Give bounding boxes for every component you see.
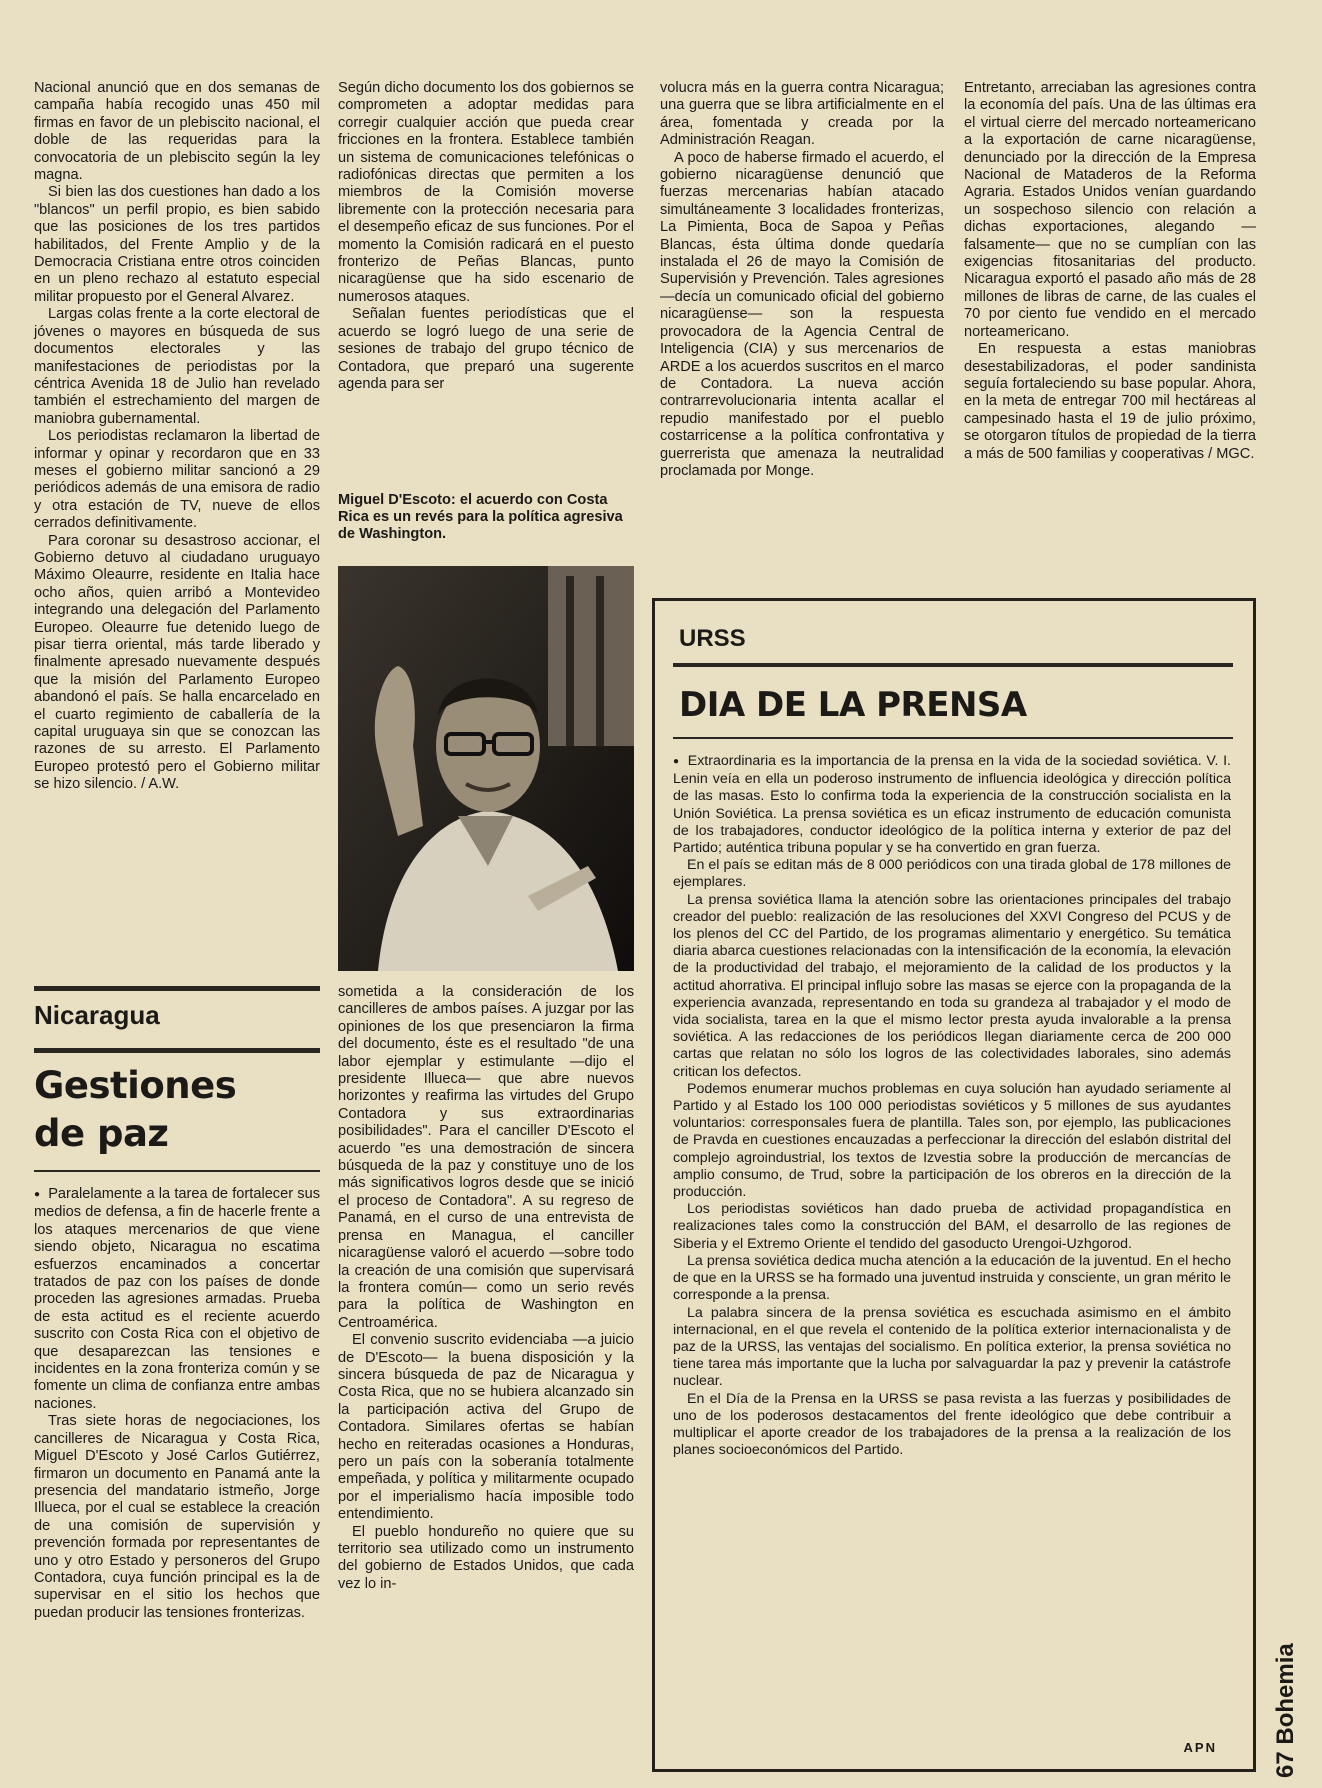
box-headline: DIA DE LA PRENSA [679, 685, 1027, 725]
paragraph: volucra más en la guerra contra Nicaragua; una guerra que se libra artificialmente en el área, fomentada y creada por la Administración Reagan. [660, 80, 944, 149]
box-text [673, 753, 1231, 1459]
section-rule-top [34, 986, 320, 991]
paragraph: El convenio suscrito evidenciaba —a juicio de D'Escoto— la buena disposición y la sincera búsqueda de paz de Nicaragua y Costa Rica, que no se hubiera alcanzado sin la participación activa del Grupo de Contadora. Similares ofertas se habían hecho en reiteradas ocasiones a Honduras, pero un país con la soberanía totalmente empeñada, y política y militarmente ocupado por el imperialismo hacía imposible todo entendimiento. [338, 1332, 634, 1523]
ussr-press-box [652, 598, 1256, 1772]
paragraph: La prensa soviética llama la atención sobre las orientaciones principales del trabajo creador del pueblo: realización de las resoluciones del XXVI Congreso del PCUS y de los plenos del CC del Partido, de los programas alimentario y energético. Su temática diaria abarca cuestiones relacionadas con la intensificación de la economía, la elevación de la productividad del trabajo, el mejoramiento de la calidad de los productos y la actitud ahorrativa. El principal influjo sobre las masas se ejerce con la propaganda de la experiencia avanzada, representando en toda su grandeza al trabajador y el modo de vida socialista, tarea en la que el mismo lector presta ayuda invalorable a la prensa soviética. A las redacciones de los periódicos llegan diariamente cerca de 200 000 cartas que relatan no sólo los logros de las colectividades laborales, sino además critican los defectos. [673, 891, 1231, 1080]
headline-rule [34, 1170, 320, 1172]
paragraph: En respuesta a estas maniobras desestabilizadoras, el poder sandinista seguía fortaleciendo su base popular. Ahora, en la meta de entregar 700 mil hectáreas al campesinado hasta el 19 de julio próximo, se otorgaron títulos de propiedad de la tierra a más de 500 familias y cooperativas / MGC. [964, 341, 1256, 462]
paragraph: Según dicho documento los dos gobiernos se comprometen a adoptar medidas para corregir cualquier acción que pueda crear fricciones en la frontera. Establece también un sistema de comunicaciones telefónicas o radiofónicas directas que permiten a los miembros de la Comisión moverse libremente con la protección necesaria para el desempeño eficaz de sus funciones. Por el momento la Comisión radicará en el puesto fronterizo de Peñas Blancas, punto nicaragüense que ha sido escenario de numerosos ataques. [338, 80, 634, 305]
box-section-label: URSS [679, 625, 746, 652]
column-3 [660, 80, 944, 480]
column-1-top [34, 80, 320, 794]
column-2-bottom [338, 984, 634, 1593]
lead-paragraph: ● Paralelamente a la tarea de fortalecer sus medios de defensa, a fin de hacerle frente a los ataques mercenarios de que viene siendo objeto, Nicaragua no escatima esfuerzos encaminados a concertar tratados de paz con los países de donde proceden las agresiones armadas. Prueba de esta actitud es el reciente acuerdo suscrito con Costa Rica con el objetivo de que desaparezcan las tensiones e incidentes en la zona fronteriza común y se fomente un clima de confianza entre ambas naciones. [34, 1186, 320, 1413]
paragraph: Nacional anunció que en dos semanas de campaña había recogido unas 450 mil firmas en favor de un plebiscito nacional, el doble de las requeridas para la convocatoria de un plebiscito según la ley magna. [34, 80, 320, 184]
page-number: 67 Bohemia [1272, 1643, 1299, 1778]
paragraph: En el Día de la Prensa en la URSS se pasa revista a las fuerzas y posibilidades de uno de los poderosos destacamentos del frente ideológico que debe contribuir a multiplicar el aporte creador de los trabajadores de la prensa a la realización de los planes socioeconómicos del Partido. [673, 1390, 1231, 1459]
photo-caption: Miguel D'Escoto: el acuerdo con Costa Rica es un revés para la política agresiva de Washington. [338, 492, 623, 542]
paragraph: Largas colas frente a la corte electoral de jóvenes o mayores en búsqueda de sus documentos electorales y las manifestaciones de periodistas por la céntrica Avenida 18 de Julio han revelado también el estrechamiento del margen de maniobra gubernamental. [34, 306, 320, 427]
article-headline: Gestiones de paz [34, 1064, 237, 1155]
paragraph: Señalan fuentes periodísticas que el acuerdo se logró luego de una serie de sesiones de trabajo del grupo técnico de Contadora, que preparó una sugerente agenda para ser [338, 306, 634, 392]
paragraph: La prensa soviética dedica mucha atención a la educación de la juventud. En el hecho de que en la URSS se ha formado una juventud instruida y consciente, un gran mérito le corresponde a la prensa. [673, 1252, 1231, 1304]
paragraph: Si bien las dos cuestiones han dado a los "blancos" un perfil propio, es bien sabido que las posiciones de los tres partidos habilitados, del Frente Amplio y de la Democracia Cristiana entre otros coinciden en un pleno rechazo al estatuto especial militar propuesto por el General Alvarez. [34, 184, 320, 305]
box-rule-bottom [673, 737, 1233, 739]
paragraph: Podemos enumerar muchos problemas en cuya solución han ayudado seriamente al Partido y al Estado los 100 000 periodistas soviéticos y 5 millones de sus ayudantes voluntarios: corresponsales fuera de plantilla. Tales son, por ejemplo, las publicaciones de Pravda en cuestiones encauzadas a perfeccionar la dirección del eslabón distrital del complejo agroindustrial, los textos de Izvestia sobre la producción de mercancías de amplio consumo, de Trud, sobre la participación de los obreros en la dirección de la producción. [673, 1080, 1231, 1201]
column-2-top [338, 80, 634, 393]
box-rule-top [673, 663, 1233, 667]
paragraph: El pueblo hondureño no quiere que su territorio sea utilizado como un instrumento del gobierno de Estados Unidos, que cada vez lo in- [338, 1523, 634, 1592]
paragraph: Para coronar su desastroso accionar, el Gobierno detuvo al ciudadano uruguayo Máximo Oleaurre, residente en Italia hace ocho años, quien arribó a Montevideo integrando una delegación del Parlamento Europeo. Oleaurre fue detenido luego de pisar tierra oriental, más tarde liberado y finalmente apresado nuevamente después que la misión del Parlamento Europeo abandonó el país. Se halla encarcelado en el cuarto regimiento de caballería de la capital uruguaya sin que se conozcan las razones de su arresto. El Parlamento Europeo protestó pero el Gobierno militar se hizo silencio. / A.W. [34, 532, 320, 793]
photo-miguel-descoto [338, 566, 634, 971]
paragraph: Los periodistas reclamaron la libertad de informar y opinar y recordaron que en 33 meses el gobierno militar sancionó a 29 periódicos además de una emisora de radio y otra estación de TV, nueve de ellos cerrados definitivamente. [34, 428, 320, 532]
section-label: Nicaragua [34, 1000, 160, 1030]
lead-paragraph: ● Extraordinaria es la importancia de la prensa en la vida de la sociedad soviética. V. I. Lenin veía en ella un poderoso instrumento de influencia ideológica y dirección política de las masas. Esto lo confirma toda la experiencia de la construcción socialista en la Unión Soviética. La prensa soviética es un eficaz instrumento de educación comunista de los trabajadores, conductor ideológico de la política interna y exterior de paz del Partido; auténtica tribuna popular y se ha convertido en gran fuerza. [673, 753, 1231, 857]
paragraph: En el país se editan más de 8 000 periódicos con una tirada global de 178 millones de ejemplares. [673, 857, 1231, 891]
paragraph: Los periodistas soviéticos han dado prueba de actividad propagandística en realizaciones tales como la construcción del BAM, el desarrollo de las regiones de Siberia y el Extremo Oriente el tendido del gasoducto Urengoi-Uzhgorod. [673, 1201, 1231, 1252]
column-1-article [34, 1186, 320, 1622]
news-agency-credit: APN [1183, 1740, 1217, 1755]
portrait-illustration [338, 566, 634, 971]
paragraph: Tras siete horas de negociaciones, los cancilleres de Nicaragua y Costa Rica, Miguel D'Escoto y José Carlos Gutiérrez, firmaron un documento en Panamá ante la presencia del mandatario istmeño, Jorge Illueca, por el cual se establece la creación de una comisión de supervisión y prevención formada por representantes de uno y otro Estado y personeros del Grupo Contadora, cuya función principal es la de supervisar en el sitio los hechos que puedan producir las tensiones fronterizas. [34, 1413, 320, 1621]
paragraph: A poco de haberse firmado el acuerdo, el gobierno nicaragüense denunció que fuerzas mercenarias habían atacado simultáneamente 3 localidades fronterizas, La Pimienta, Boca de Sapoa y Peñas Blancas, ésta última donde quedaría instalada el 26 de mayo la Comisión de Supervisión y Prevención. Tales agresiones —decía un comunicado oficial del gobierno nicaragüense— son la respuesta provocadora de la Agencia Central de Inteligencia (CIA) y sus mercenarios de ARDE a los acuerdos suscritos en el marco de Contadora. La nueva acción contrarrevolucionaria intenta acallar el repudio manifestado por el pueblo costarricense a la política confrontativa y guerrerista que amenaza la neutralidad proclamada por Monge. [660, 149, 944, 479]
paragraph: sometida a la consideración de los cancilleres de ambos países. A juzgar por las opiniones de los que presenciaron la firma del documento, éste es el resultado "de una labor ejemplar y estimulante —dijo el presidente Illueca— que abre nuevos horizontes y reafirma las virtudes del Grupo Contadora y sus extraordinarias posibilidades". Para el canciller D'Escoto el acuerdo "es una demostración de sincera búsqueda de la paz y constituye uno de los más significativos logros desde que se inició el proceso de Contadora". A su regreso de Panamá, en el curso de una entrevista de prensa en Managua, el canciller nicaragüense valoró el acuerdo —sobre todo la creación de una comisión que supervisará la frontera común— como un serio revés para la política de Washington en Centroamérica. [338, 984, 634, 1331]
column-4 [964, 80, 1256, 463]
paragraph: Entretanto, arreciaban las agresiones contra la economía del país. Una de las últimas era el virtual cierre del mercado norteamericano a la exportación de carne nicaragüense, denunciado por la dirección de la Empresa Nacional de Mataderos de la Reforma Agraria. Estados Unidos venían guardando un sospechoso silencio con relación a dichas exportaciones, alegando —falsamente— que no se cumplían con las exigencias fitosanitarias del producto. Nicaragua exportó el pasado año más de 28 millones de libras de carne, de las cuales el 70 por ciento fue vendido en el mercado norteamericano. [964, 80, 1256, 340]
section-rule-bottom [34, 1048, 320, 1053]
paragraph: La palabra sincera de la prensa soviética es escuchada asimismo en el ámbito internacional, en el que revela el contenido de la política exterior internacionalista y de paz de la URSS, las ventajas del socialismo. En política exterior, la prensa soviética no tiene tarea más importante que la lucha por salvaguardar la paz y prevenir la catástrofe nuclear. [673, 1304, 1231, 1390]
